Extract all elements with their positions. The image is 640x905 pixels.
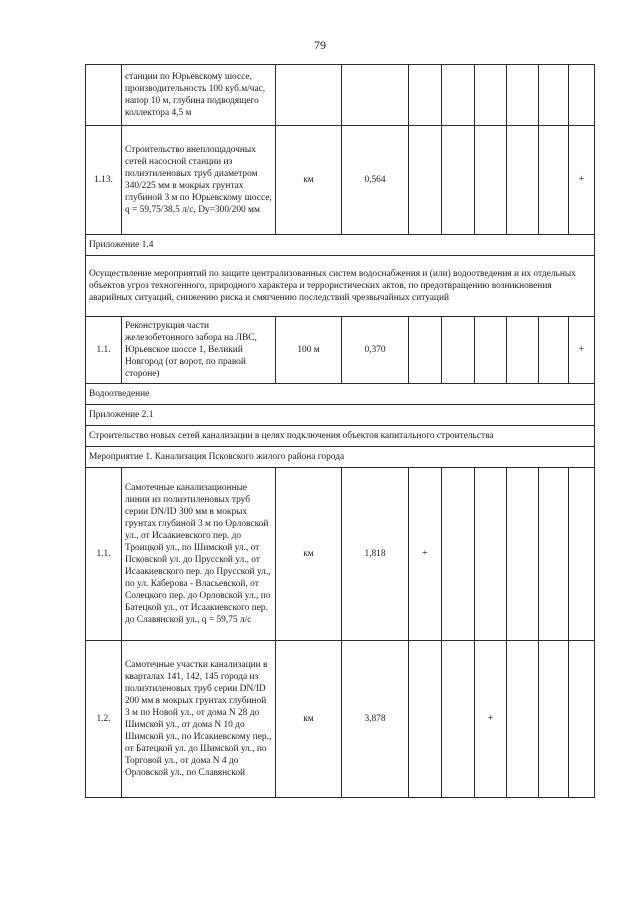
row-mark-1: [409, 126, 442, 235]
table-row: [86, 641, 595, 798]
row-quantity: 0,370: [342, 317, 409, 384]
section-row: [86, 405, 595, 426]
row-mark-5: [539, 65, 569, 126]
row-mark-5: [539, 468, 569, 641]
row-mark-2: [442, 317, 475, 384]
row-unit: км: [276, 641, 342, 798]
row-mark-1: [409, 641, 442, 798]
row-mark-1: +: [409, 468, 442, 641]
row-description: Реконструкция части железобетонного забора на ЛВС, Юрьевское шоссе 1, Великий Новгород (от ворот, по правой стороне): [122, 317, 276, 384]
row-quantity: 1,818: [342, 468, 409, 641]
row-quantity: 0,564: [342, 126, 409, 235]
table-row: [86, 126, 595, 235]
row-mark-2: [442, 468, 475, 641]
section-heading: Осуществление мероприятий по защите централизованных систем водоснабжения и (или) водоотведения и их отдельных объектов угроз техногенного, природного характера и террористических актов, по предотвращению возникновения аварийных ситуаций, снижению риска и смягчению последствий чрезвычайных ситуаций: [86, 256, 595, 317]
section-row: [86, 447, 595, 468]
row-mark-5: [539, 126, 569, 235]
table-row: [86, 65, 595, 126]
row-mark-5: [539, 317, 569, 384]
row-mark-4: [507, 468, 539, 641]
document-table: [85, 64, 595, 798]
row-unit: [276, 65, 342, 126]
row-description: Самотечные канализационные линии из полиэтиленовых труб серии DN/ID 300 мм в мокрых грунтах глубиной 3 м по Орловской ул., от Исаакиевского пер. до Троицкой ул., по Шимской ул., от Псковской ул. до Прусской ул., от Исаакиевского пер. до Прусской ул., по ул. Каберова - Власьевской, от Солецкого пер. до Орловской ул., по Батецкой ул., от Исаакиевского пер. до Славянской ул., q = 59,75 л/с: [122, 468, 276, 641]
row-quantity: [342, 65, 409, 126]
row-number: 1.13.: [86, 126, 122, 235]
row-mark-4: [507, 641, 539, 798]
page-number: 79: [314, 38, 326, 52]
row-mark-2: [442, 126, 475, 235]
row-mark-6: +: [569, 126, 595, 235]
row-mark-4: [507, 65, 539, 126]
row-unit: 100 м: [276, 317, 342, 384]
section-row: [86, 426, 595, 447]
section-row: [86, 384, 595, 405]
row-quantity: 3,878: [342, 641, 409, 798]
row-mark-3: [475, 317, 507, 384]
row-unit: км: [276, 468, 342, 641]
row-description: Строительство внеплощадочных сетей насосной станции из полиэтиленовых труб диаметром 340/225 мм в мокрых грунтах глубиной 3 м по Юрьевскому шоссе, q = 59,75/38,5 л/с, Dy=300/200 мм: [122, 126, 276, 235]
section-heading: Мероприятие 1. Канализация Псковского жилого района города: [86, 447, 595, 468]
table-row: [86, 468, 595, 641]
section-heading: Строительство новых сетей канализации в целях подключения объектов капитального строительства: [86, 426, 595, 447]
document-table-body: [86, 65, 595, 798]
section-heading: Приложение 2.1: [86, 405, 595, 426]
row-description: Самотечные участки канализации в кварталах 141, 142, 145 города из полиэтиленовых труб серии DN/ID 200 мм в мокрых грунтах глубиной 3 м по Новой ул., от дома N 28 до Шимской ул., от дома N 10 до Шимской ул., по Исакиевскому пер., от Батецкой ул. до Шимской ул., по Торговой ул., от дома N 4 до Орловской ул., по Славянской: [122, 641, 276, 798]
row-number: 1.1.: [86, 317, 122, 384]
row-mark-3: [475, 126, 507, 235]
row-mark-2: [442, 65, 475, 126]
row-mark-2: [442, 641, 475, 798]
row-mark-6: +: [569, 317, 595, 384]
row-mark-1: [409, 65, 442, 126]
row-number: 1.1.: [86, 468, 122, 641]
section-heading: Приложение 1.4: [86, 235, 595, 256]
section-row: [86, 235, 595, 256]
section-row: [86, 256, 595, 317]
row-mark-3: [475, 468, 507, 641]
row-mark-1: [409, 317, 442, 384]
row-number: 1.2.: [86, 641, 122, 798]
row-mark-6: [569, 468, 595, 641]
section-heading: Водоотведение: [86, 384, 595, 405]
row-mark-6: [569, 65, 595, 126]
row-mark-5: [539, 641, 569, 798]
row-mark-6: [569, 641, 595, 798]
row-unit: км: [276, 126, 342, 235]
row-mark-3: [475, 65, 507, 126]
row-description: станции по Юрьевскому шоссе, производительность 100 куб.м/час, напор 10 м, глубина подводящего коллектора 4,5 м: [122, 65, 276, 126]
row-mark-4: [507, 126, 539, 235]
row-mark-3: +: [475, 641, 507, 798]
table-row: [86, 317, 595, 384]
row-number: [86, 65, 122, 126]
row-mark-4: [507, 317, 539, 384]
